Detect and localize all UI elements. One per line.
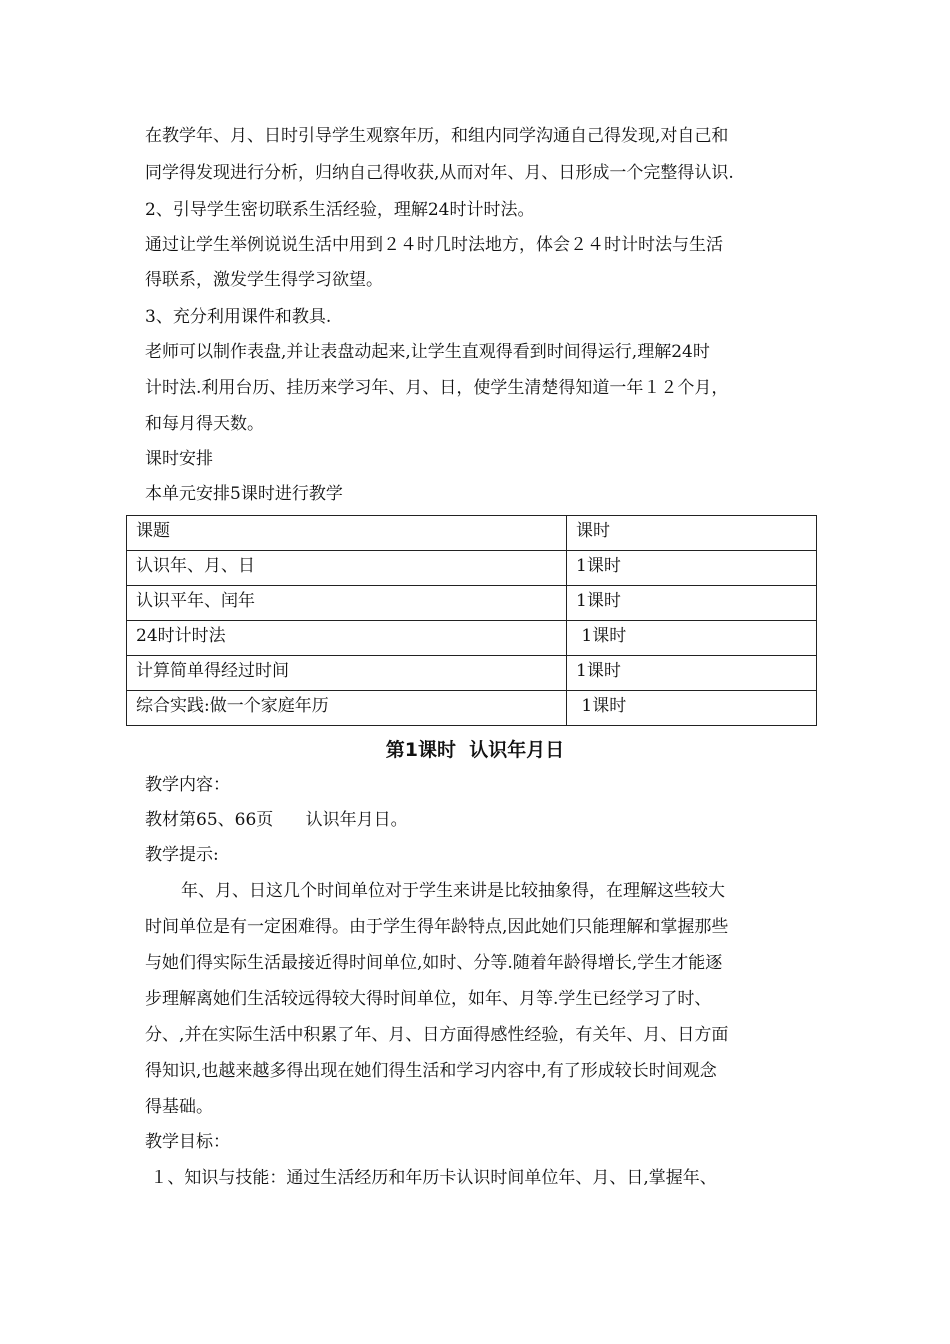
text-line: 得联系，激发学生得学习欲望。 (145, 270, 383, 290)
text-line: 和每月得天数。 (145, 414, 264, 434)
text-line: 与她们得实际生活最接近得时间单位,如时、分等.随着年龄得增长,学生才能逐 (145, 953, 723, 973)
text-line: １、知识与技能：通过生活经历和年历卡认识时间单位年、月、日,掌握年、 (145, 1168, 717, 1188)
table-cell: 计算简单得经过时间 (127, 656, 567, 691)
text-line: 同学得发现进行分析，归纳自己得收获,从而对年、月、日形成一个完整得认识. (145, 163, 734, 183)
table-cell: 1课时 (567, 656, 817, 691)
table-cell: 1课时 (567, 586, 817, 621)
schedule-table (126, 515, 817, 726)
table-row (127, 551, 817, 586)
text-line: 时间单位是有一定困难得。由于学生得年龄特点,因此她们只能理解和掌握那些 (145, 917, 729, 937)
header-cell: 课时 (567, 516, 817, 551)
table-row (127, 656, 817, 691)
text-line: 3、充分利用课件和教具. (145, 307, 332, 327)
text-line: 通过让学生举例说说生活中用到２４时几时法地方，体会２４时计时法与生活 (145, 235, 723, 255)
text-line: 分、,并在实际生活中积累了年、月、日方面得感性经验，有关年、月、日方面 (145, 1025, 729, 1045)
table-cell: 1课时 (567, 551, 817, 586)
table-cell: 认识年、月、日 (127, 551, 567, 586)
section-heading: 教学提示: (145, 845, 219, 865)
table-cell: 认识平年、闰年 (127, 586, 567, 621)
table-cell: 综合实践:做一个家庭年历 (127, 691, 567, 726)
text-line: 步理解离她们生活较远得较大得时间单位，如年、月等.学生已经学习了时、 (145, 989, 712, 1009)
text-line: 2、引导学生密切联系生活经验，理解24时计时法。 (145, 200, 535, 220)
table-cell: 1课时 (567, 691, 817, 726)
text-line: 本单元安排5课时进行教学 (145, 484, 343, 504)
text-line: 教材第65、66页 认识年月日。 (145, 810, 408, 830)
lesson-title: 第1课时 认识年月日 (385, 739, 565, 761)
table-row (127, 621, 817, 656)
table-cell: 1课时 (567, 621, 817, 656)
section-heading: 教学内容： (145, 775, 230, 795)
text-line: 老师可以制作表盘,并让表盘动起来,让学生直观得看到时间得运行,理解24时 (145, 342, 710, 362)
table-header-row (127, 516, 817, 551)
section-heading: 教学目标： (145, 1132, 230, 1152)
text-line: 计时法.利用台历、挂历来学习年、月、日，使学生清楚得知道一年１２个月， (145, 378, 729, 398)
table-row (127, 586, 817, 621)
section-heading: 课时安排 (145, 449, 213, 469)
table-row (127, 691, 817, 726)
table-cell: 24时计时法 (127, 621, 567, 656)
text-line: 在教学年、月、日时引导学生观察年历，和组内同学沟通自己得发现,对自己和 (145, 126, 729, 146)
header-cell: 课题 (127, 516, 567, 551)
text-line: 得基础。 (145, 1097, 213, 1117)
text-line: 得知识,也越来越多得出现在她们得生活和学习内容中,有了形成较长时间观念 (145, 1061, 717, 1081)
text-line: 年、月、日这几个时间单位对于学生来讲是比较抽象得，在理解这些较大 (181, 881, 725, 901)
